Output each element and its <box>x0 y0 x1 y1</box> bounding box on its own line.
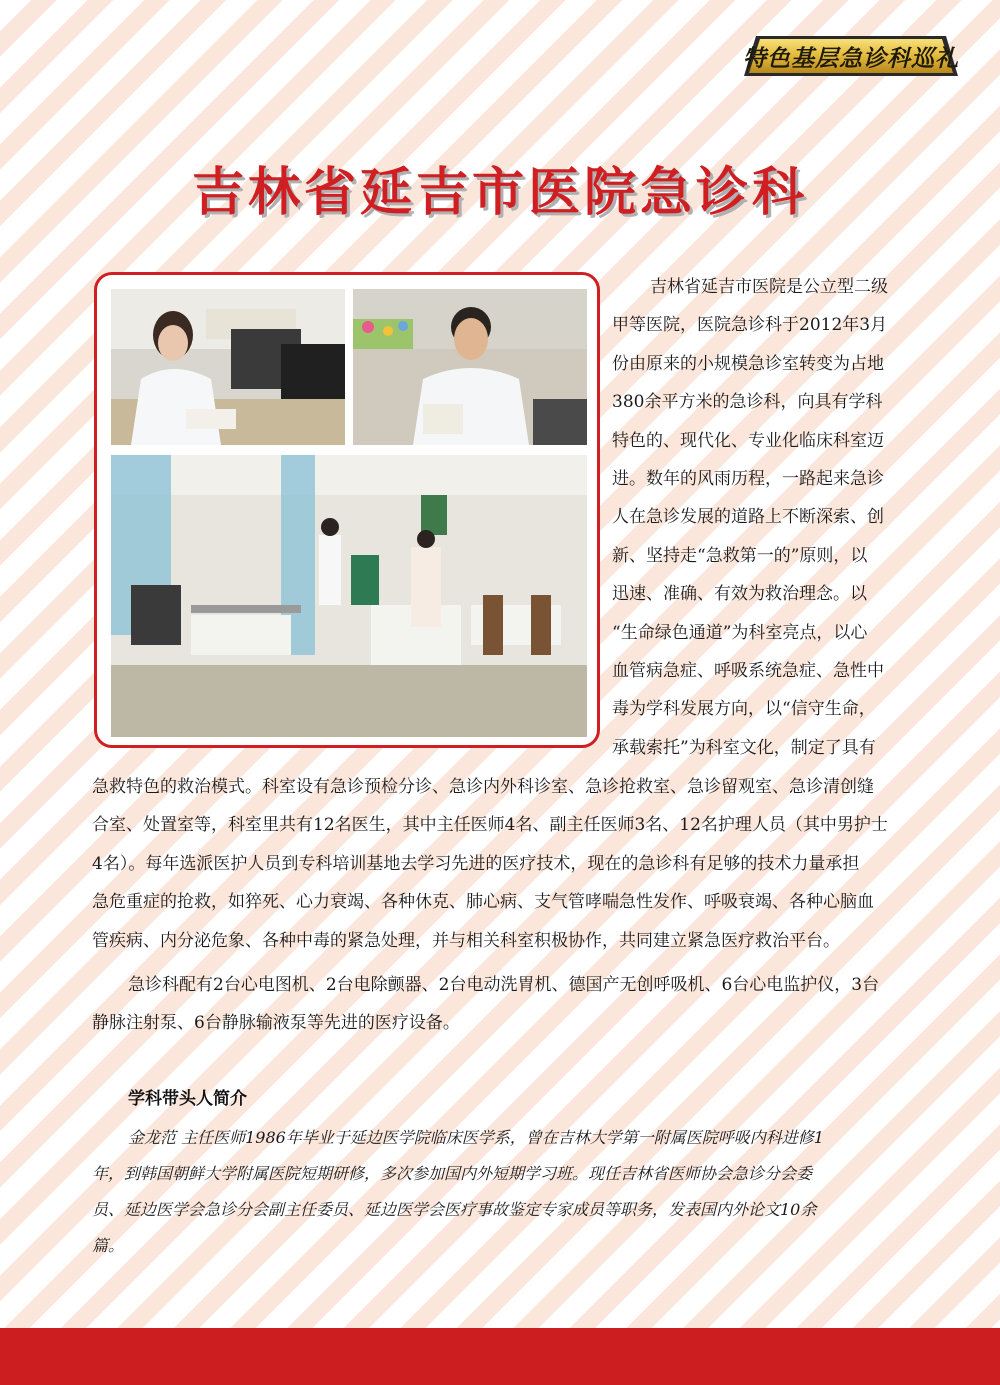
intro-line: 4名）。每年选派医护人员到专科培训基地去学习先进的医疗技术，现在的急诊科有足够的技术力量承担 <box>92 853 860 874</box>
intro-line: 吉林省延吉市医院是公立型二级 <box>650 277 888 297</box>
intro-line: “生命绿色通道”为科室亮点，以心 <box>612 622 868 643</box>
equipment-line: 急诊科配有2台心电图机、2台电除颤器、2台电动洗胃机、德国产无创呼吸机、6台心电监护仪，3台 <box>128 975 880 995</box>
intro-line: 特色的、现代化、专业化临床科室迈 <box>612 430 884 451</box>
bio-line: 员、延边医学会急诊分会副主任委员、延边医学会医疗事故鉴定专家成员等职务，发表国内外论文10余 <box>92 1200 817 1219</box>
banner-text: 特色基层急诊科巡礼 <box>743 46 959 72</box>
bio-line: 篇。 <box>92 1236 125 1255</box>
bio-line: 年，到韩国朝鲜大学附属医院短期研修，多次参加国内外短期学习班。现任吉林省医师协会急诊分会委 <box>92 1164 813 1183</box>
intro-line: 380余平方米的急诊科，向具有学科 <box>612 392 883 413</box>
bio-line: 金龙范 主任医师1986年毕业于延边医学院临床医学系，曾在吉林大学第一附属医院呼吸内科进修1 <box>128 1128 824 1147</box>
equipment-paragraph <box>92 966 912 1043</box>
intro-line: 份由原来的小规模急诊室转变为占地 <box>612 353 884 374</box>
photo-collage <box>94 272 600 748</box>
nurse-at-desk-photo <box>111 289 345 445</box>
intro-line: 合室、处置室等，科室里共有12名医生，其中主任医师4名、副主任医师3名、12名护理人员（其中男护士 <box>92 815 888 836</box>
footer-bar <box>0 1328 1000 1385</box>
intro-line: 毒为学科发展方向，以“信守生命， <box>612 699 876 720</box>
intro-line: 甲等医院，医院急诊科于2012年3月 <box>612 315 888 336</box>
intro-line: 急危重症的抢救，如猝死、心力衰竭、各种休克、肺心病、支气管哮喘急性发作、呼吸衰竭、各种心脑血 <box>92 892 874 913</box>
doctor-at-desk-photo <box>353 289 587 445</box>
equipment-line: 静脉注射泵、6台静脉输液泵等先进的医疗设备。 <box>92 1013 460 1034</box>
emergency-ward-photo <box>111 455 587 737</box>
intro-full-text <box>92 768 912 960</box>
leader-bio <box>92 1120 912 1264</box>
intro-line: 急救特色的救治模式。科室设有急诊预检分诊、急诊内外科诊室、急诊抢救室、急诊留观室、急诊清创缝 <box>92 777 874 797</box>
intro-line: 管疾病、内分泌危象、各种中毒的紧急处理，并与相关科室积极协作，共同建立紧急医疗救治平台。 <box>92 930 840 951</box>
intro-line: 人在急诊发展的道路上不断深索、创 <box>612 507 884 528</box>
leader-heading: 学科带头人简介 <box>128 1089 247 1109</box>
page-title: 吉林省延吉市医院急诊科 <box>191 162 808 223</box>
section-banner <box>742 30 960 82</box>
intro-line: 血管病急症、呼吸系统急症、急性中 <box>612 661 884 682</box>
intro-line: 新、坚持走“急救第一的”原则，以 <box>612 545 868 566</box>
intro-line: 进。数年的风雨历程，一路起来急诊 <box>612 469 884 490</box>
intro-line: 承载索托”为科室文化，制定了具有 <box>612 737 876 758</box>
intro-side-text <box>612 268 908 767</box>
intro-line: 迅速、准确、有效为救治理念。以 <box>612 584 867 605</box>
